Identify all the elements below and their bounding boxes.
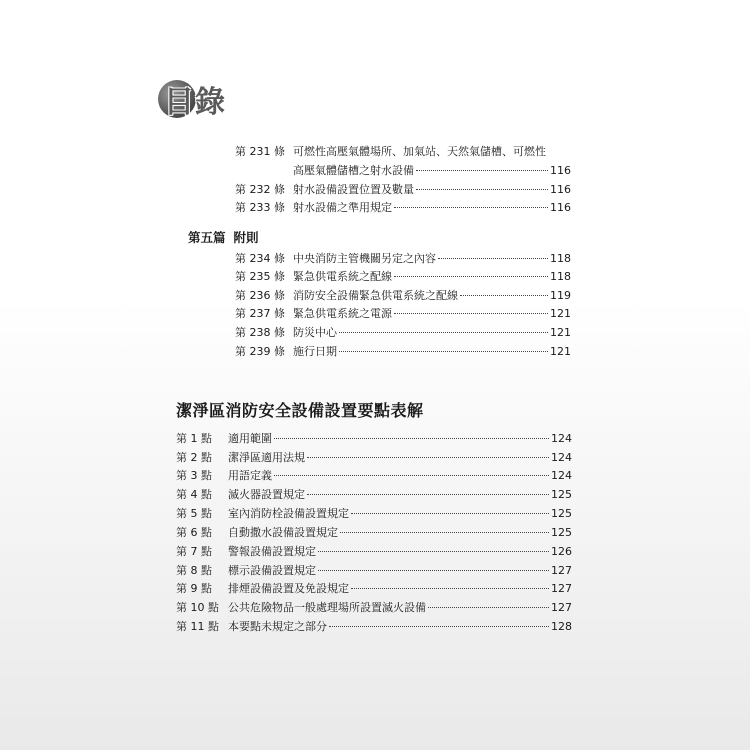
page-number: 119 [550,289,571,302]
dot-leader [318,551,549,552]
dot-leader [351,588,549,589]
item-number: 第 234 條 [235,252,285,265]
item-title: 防災中心 [293,326,337,339]
dot-leader [307,457,549,458]
page-number: 127 [551,601,572,614]
item-number: 第 1 點 [176,432,212,445]
item-title: 適用範圍 [228,432,272,445]
logo-text: 目錄 [164,85,226,120]
item-number: 第 235 條 [235,270,285,283]
item-title: 可燃性高壓氣體場所、加氣站、天然氣儲槽、可燃性 [293,145,546,158]
toc-row [176,620,572,634]
item-number: 第 6 點 [176,526,212,539]
page-number: 125 [551,526,572,539]
toc-row [176,526,572,540]
page-number: 125 [551,488,572,501]
toc-row [235,270,571,284]
toc-row [235,326,571,340]
toc-row [235,307,571,321]
item-title: 緊急供電系統之電源 [293,307,392,320]
page-number: 124 [551,451,572,464]
page-number: 118 [550,270,571,283]
item-title: 施行日期 [293,345,337,358]
item-number: 第 7 點 [176,545,212,558]
page-number: 126 [551,545,572,558]
dot-leader [351,513,549,514]
dot-leader [339,351,548,352]
item-title: 用語定義 [228,469,272,482]
item-title: 本要點未規定之部分 [228,620,327,633]
page-number: 127 [551,564,572,577]
item-title: 射水設備設置位置及數量 [293,183,414,196]
item-number: 第 3 點 [176,469,212,482]
item-title: 滅火器設置規定 [228,488,305,501]
item-number: 第 2 點 [176,451,212,464]
page-number: 124 [551,469,572,482]
page-number: 128 [551,620,572,633]
item-title: 標示設備設置規定 [228,564,316,577]
dot-leader [460,295,548,296]
toc-row [176,582,572,596]
dot-leader [394,207,548,208]
page-number: 116 [550,164,571,177]
toc-row [176,507,572,521]
toc-logo [158,80,226,118]
item-number: 第 5 點 [176,507,212,520]
page-number: 124 [551,432,572,445]
toc-row [235,183,571,197]
dot-leader [339,332,548,333]
dot-leader [416,189,548,190]
toc-row [176,488,572,502]
page-number: 116 [550,201,571,214]
page-number: 116 [550,183,571,196]
part-title: 附則 [233,230,259,245]
item-title: 緊急供電系統之配線 [293,270,392,283]
page-number: 125 [551,507,572,520]
dot-leader [274,438,549,439]
toc-row [176,564,572,578]
part-label: 第五篇 [188,230,226,245]
item-number: 第 8 點 [176,564,212,577]
dot-leader [394,313,548,314]
item-title: 公共危險物品一般處理場所設置滅火設備 [228,601,426,614]
item-title: 警報設備設置規定 [228,545,316,558]
page-number: 121 [550,307,571,320]
toc-row [176,545,572,559]
item-number: 第 9 點 [176,582,212,595]
item-number: 第 239 條 [235,345,285,358]
page-number: 118 [550,252,571,265]
item-number: 第 231 條 [235,145,285,158]
toc-row [235,345,571,359]
item-number: 第 11 點 [176,620,219,633]
section-heading: 潔淨區消防安全設備設置要點表解 [176,401,424,420]
item-number: 第 4 點 [176,488,212,501]
item-title: 潔淨區適用法規 [228,451,305,464]
dot-leader [438,258,548,259]
toc-row [176,469,572,483]
item-title: 排煙設備設置及免設規定 [228,582,349,595]
toc-row-continuation [293,164,571,178]
toc-row [176,601,572,615]
part-heading [188,228,259,246]
dot-leader [329,626,549,627]
page-number: 121 [550,326,571,339]
dot-leader [416,170,548,171]
item-title: 室內消防栓設備設置規定 [228,507,349,520]
item-number: 第 233 條 [235,201,285,214]
dot-leader [318,570,549,571]
item-title: 高壓氣體儲槽之射水設備 [293,164,414,177]
page-number: 127 [551,582,572,595]
toc-row [235,201,571,215]
item-title: 消防安全設備緊急供電系統之配線 [293,289,458,302]
toc-row [176,432,572,446]
item-number: 第 238 條 [235,326,285,339]
item-number: 第 236 條 [235,289,285,302]
toc-row [235,289,571,303]
toc-row [235,145,571,159]
item-title: 射水設備之準用規定 [293,201,392,214]
dot-leader [307,494,549,495]
dot-leader [274,475,549,476]
item-title: 自動撒水設備設置規定 [228,526,338,539]
dot-leader [394,276,548,277]
toc-row [176,451,572,465]
item-number: 第 10 點 [176,601,219,614]
toc-row [235,252,571,266]
page-number: 121 [550,345,571,358]
item-title: 中央消防主管機關另定之內容 [293,252,436,265]
dot-leader [428,607,549,608]
item-number: 第 237 條 [235,307,285,320]
item-number: 第 232 條 [235,183,285,196]
dot-leader [340,532,549,533]
